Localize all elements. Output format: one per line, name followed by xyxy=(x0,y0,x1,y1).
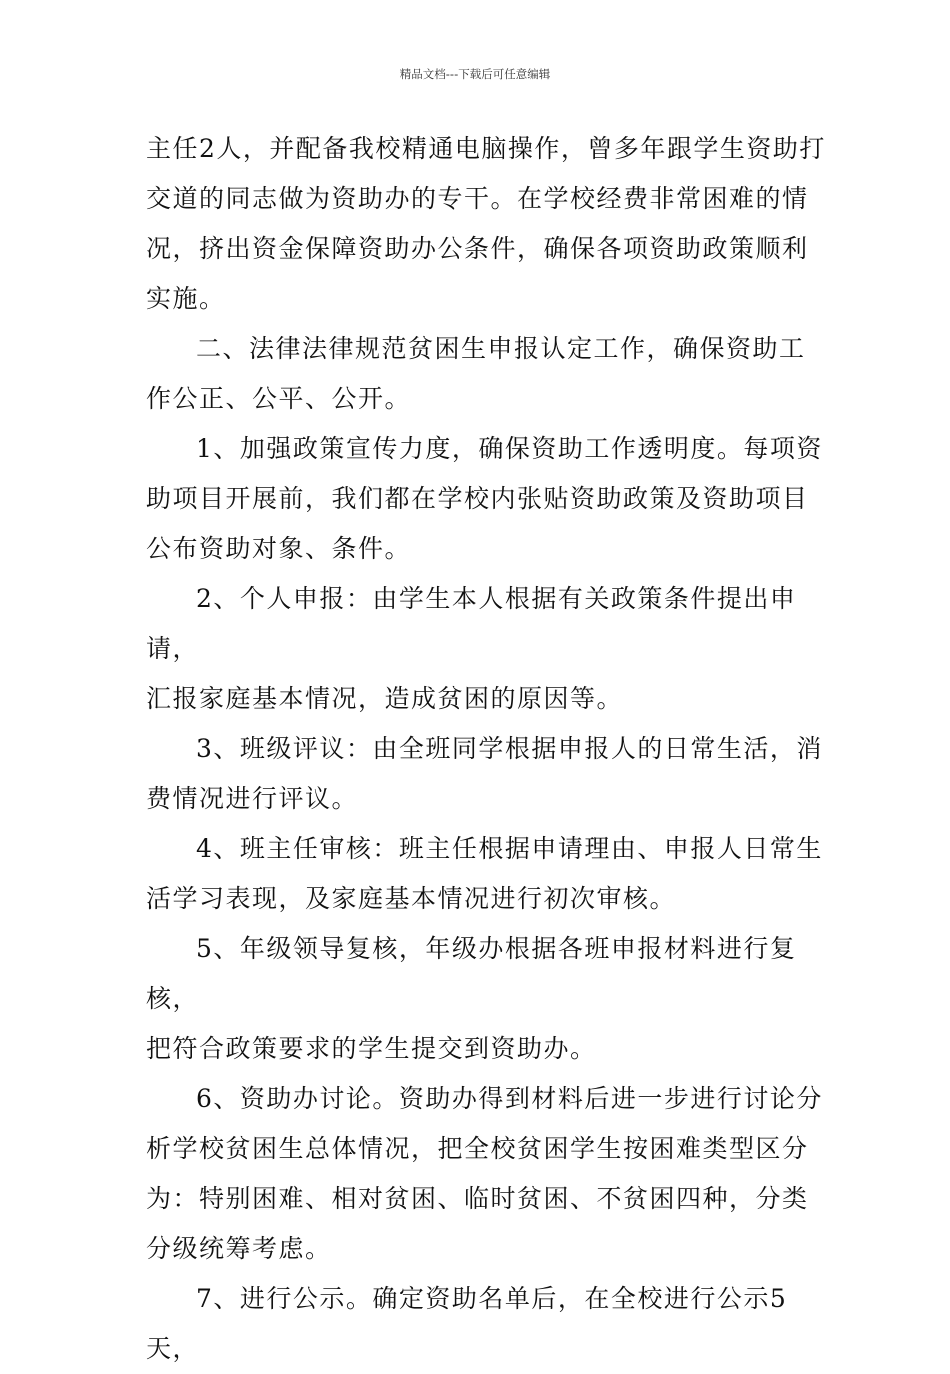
text-line: 分级统筹考虑。 xyxy=(146,1234,332,1263)
text-line: 汇报家庭基本情况，造成贫困的原因等。 xyxy=(146,684,624,713)
paragraph xyxy=(146,574,836,724)
text-line: 2、个人申报：由学生本人根据有关政策条件提出申请， xyxy=(146,584,797,663)
text-line: 况，挤出资金保障资助办公条件，确保各项资助政策顺利 xyxy=(146,234,809,263)
document-body xyxy=(146,124,836,1374)
text-line: 助项目开展前，我们都在学校内张贴资助政策及资助项目 xyxy=(146,484,809,513)
paragraph xyxy=(146,924,836,1074)
text-line: 把符合政策要求的学生提交到资助办。 xyxy=(146,1034,597,1063)
paragraph xyxy=(146,1274,836,1374)
paragraph xyxy=(146,424,836,574)
paragraph xyxy=(146,1074,836,1274)
text-line: 4、班主任审核：班主任根据申请理由、申报人日常生 xyxy=(196,834,823,863)
paragraph xyxy=(146,724,836,824)
text-line: 7、进行公示。确定资助名单后，在全校进行公示5天， xyxy=(146,1284,788,1363)
page-header: 精品文档---下载后可任意编辑 xyxy=(399,67,551,81)
text-line: 析学校贫困生总体情况，把全校贫困学生按困难类型区分 xyxy=(146,1134,809,1163)
text-line: 1、加强政策宣传力度，确保资助工作透明度。每项资 xyxy=(196,434,823,463)
text-line: 实施。 xyxy=(146,284,226,313)
text-line: 作公正、公平、公开。 xyxy=(146,384,412,413)
text-line: 5、年级领导复核，年级办根据各班申报材料进行复核， xyxy=(146,934,797,1013)
text-line: 活学习表现，及家庭基本情况进行初次审核。 xyxy=(146,884,677,913)
text-line: 为：特别困难、相对贫困、临时贫困、不贫困四种，分类 xyxy=(146,1184,809,1213)
text-line: 二、法律法律规范贫困生申报认定工作，确保资助工 xyxy=(196,334,806,363)
text-line: 主任2人，并配备我校精通电脑操作，曾多年跟学生资助打 xyxy=(146,134,826,163)
text-line: 3、班级评议：由全班同学根据申报人的日常生活，消 xyxy=(196,734,823,763)
paragraph xyxy=(146,824,836,924)
text-line: 公布资助对象、条件。 xyxy=(146,534,412,563)
text-line: 费情况进行评议。 xyxy=(146,784,359,813)
text-line: 6、资助办讨论。资助办得到材料后进一步进行讨论分 xyxy=(196,1084,823,1113)
paragraph xyxy=(146,124,836,324)
paragraph xyxy=(146,324,836,424)
text-line: 交道的同志做为资助办的专干。在学校经费非常困难的情 xyxy=(146,184,809,213)
